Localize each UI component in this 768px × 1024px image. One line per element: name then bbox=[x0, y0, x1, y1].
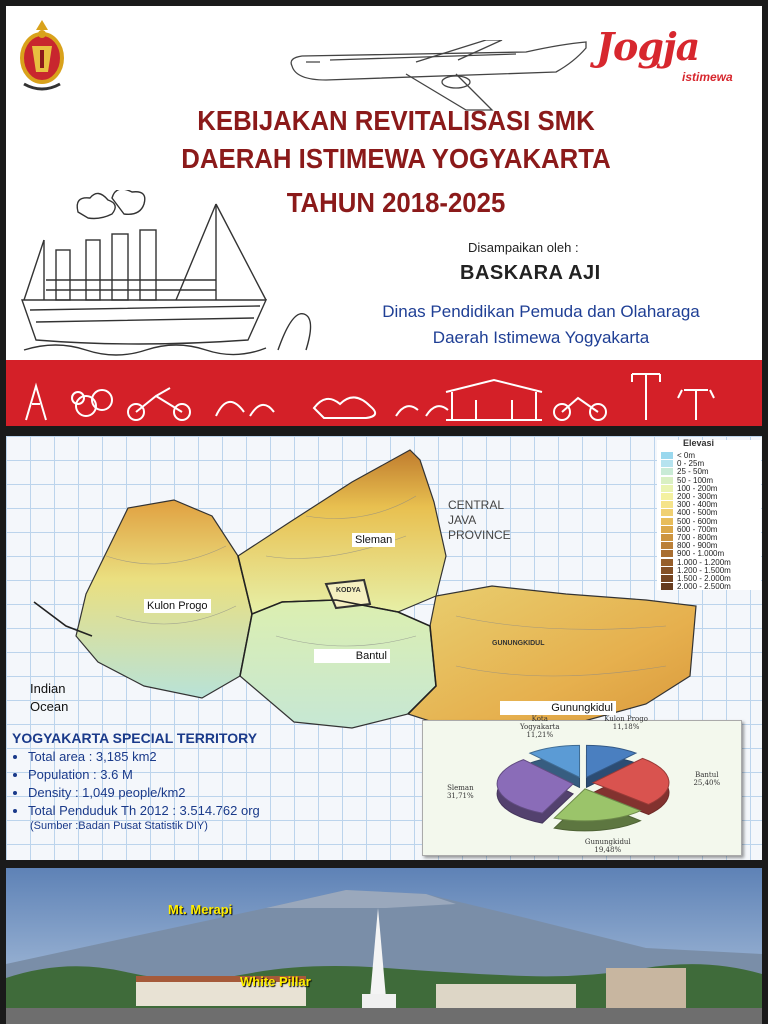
map-label-gunungkidul: Gunungkidul bbox=[500, 701, 616, 715]
title-line-2: DAERAH ISTIMEWA YOGYAKARTA bbox=[181, 143, 611, 174]
pie-slice-label: Sleman 31,71% bbox=[446, 784, 474, 801]
legend-swatch bbox=[661, 583, 673, 590]
source-note: (Sumber :Badan Pusat Statistik DIY) bbox=[30, 820, 208, 832]
title-line-1: KEBIJAKAN REVITALISASI SMK bbox=[197, 105, 595, 136]
ship-drawing-icon bbox=[16, 190, 316, 360]
legend-label: 1.500 - 2.000m bbox=[677, 574, 731, 583]
indian-ocean-label: Indian Ocean bbox=[30, 681, 69, 714]
ornament-band bbox=[6, 360, 762, 426]
legend-label: 900 - 1.000m bbox=[677, 549, 725, 559]
fact-density: • Density : 1,049 people/km2 bbox=[28, 784, 332, 802]
central-java-label: CENTRAL JAVA PROVINCE bbox=[448, 498, 511, 542]
legend-item bbox=[661, 583, 731, 591]
map-label-sleman: Sleman bbox=[352, 533, 395, 547]
photo-slide bbox=[6, 868, 762, 1024]
merapi-landscape-photo bbox=[6, 868, 762, 1024]
legend-label: < 0m bbox=[677, 451, 696, 460]
map-label-bantul: Bantul bbox=[314, 649, 390, 663]
legend-swatch bbox=[661, 567, 673, 574]
territory-facts bbox=[12, 748, 332, 820]
legend-swatch bbox=[661, 501, 673, 508]
legend-swatch bbox=[661, 542, 673, 549]
legend-label: 200 - 300m bbox=[677, 492, 718, 501]
map-label-gunungkidul-caps: GUNUNGKIDUL bbox=[492, 640, 545, 647]
title-line-3: TAHUN 2018-2025 bbox=[286, 187, 506, 218]
legend-swatch bbox=[661, 477, 673, 484]
photo-label-merapi: Mt. Merapi bbox=[168, 902, 233, 917]
presenter-name: BASKARA AJI bbox=[460, 262, 601, 284]
map-label-kulon-progo: Kulon Progo bbox=[144, 599, 211, 613]
department-line-1: Dinas Pendidikan Pemuda dan Olaharaga bbox=[382, 302, 700, 321]
legend-label: 50 - 100m bbox=[677, 475, 714, 485]
brand-tagline: istimewa bbox=[682, 70, 733, 84]
fact-total-penduduk: • Total Penduduk Th 2012 : 3.514.762 org bbox=[28, 802, 332, 820]
legend-swatch bbox=[661, 452, 673, 459]
legend-label: 1.200 - 1.500m bbox=[677, 565, 731, 575]
legend-swatch bbox=[661, 550, 673, 557]
territory-title: YOGYAKARTA SPECIAL TERRITORY bbox=[12, 730, 258, 746]
legend-swatch bbox=[661, 518, 673, 525]
photo-label-pillar: White Pillar bbox=[240, 974, 311, 989]
presented-by-label: Disampaikan oleh : bbox=[468, 240, 579, 255]
legend-swatch bbox=[661, 493, 673, 500]
legend-label: 500 - 600m bbox=[677, 516, 718, 526]
legend-label: 100 - 200m bbox=[677, 483, 718, 493]
legend-label: 2.000 - 2.500m bbox=[677, 582, 731, 592]
pie-slice-label: Gunungkidul 19,48% bbox=[584, 837, 631, 854]
cultural-ornaments-icon bbox=[6, 360, 762, 426]
legend-label: 25 - 50m bbox=[677, 467, 709, 477]
territory-info bbox=[12, 730, 332, 832]
legend-label: 800 - 900m bbox=[677, 541, 718, 551]
fact-total-area: • Total area : 3,185 km2 bbox=[28, 748, 332, 766]
map-label-kodya-text: KODYA bbox=[336, 587, 361, 594]
legend-swatch bbox=[661, 534, 673, 541]
legend-swatch bbox=[661, 485, 673, 492]
department-line-2: Daerah Istimewa Yogyakarta bbox=[432, 328, 650, 347]
fact-population: • Population : 3.6 M bbox=[28, 766, 332, 784]
legend-label: 400 - 500m bbox=[677, 508, 718, 518]
legend-swatch bbox=[661, 460, 673, 467]
map-slide bbox=[6, 436, 762, 860]
pie-slice-label: Kulon Progo 11,18% bbox=[604, 715, 648, 731]
legend-swatch bbox=[661, 526, 673, 533]
population-pie-chart bbox=[422, 715, 742, 856]
legend-label: 0 - 25m bbox=[677, 459, 705, 469]
legend-swatch bbox=[661, 509, 673, 516]
elevation-legend bbox=[657, 440, 761, 590]
title-slide bbox=[6, 6, 762, 426]
pie-slice-label: Kota Yogyakarta 11,21% bbox=[520, 715, 560, 740]
legend-swatch bbox=[661, 468, 673, 475]
bantul-region bbox=[240, 600, 436, 728]
brand-logo: Jogja bbox=[596, 24, 700, 69]
legend-label: 1.000 - 1.200m bbox=[677, 557, 731, 567]
legend-label: 700 - 800m bbox=[677, 533, 718, 542]
legend-swatch bbox=[661, 575, 673, 582]
yogyakarta-emblem-icon bbox=[18, 16, 66, 96]
legend-label: 600 - 700m bbox=[677, 524, 718, 534]
legend-swatch bbox=[661, 559, 673, 566]
legend-label: 300 - 400m bbox=[677, 500, 718, 510]
pie-slice-label: Bantul 25,40% bbox=[693, 771, 721, 788]
legend-title: Elevasi bbox=[683, 438, 715, 448]
